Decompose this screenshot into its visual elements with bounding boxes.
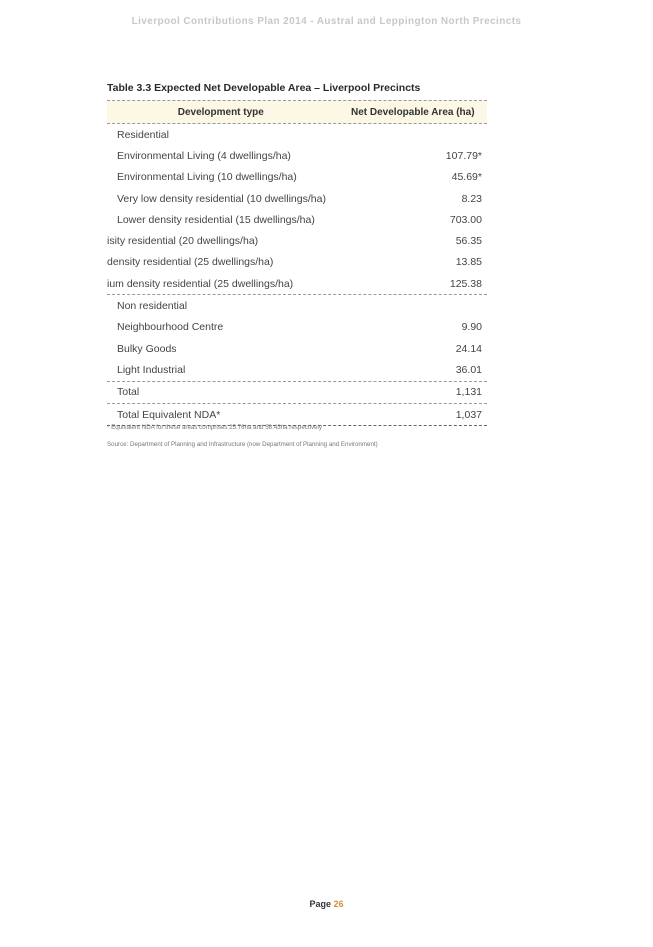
page-label: Page [309, 899, 331, 909]
table-caption: Table 3.3 Expected Net Developable Area – Liverpool Precincts [107, 82, 421, 94]
area-cell: 1,131 [455, 386, 482, 399]
development-type-cell: Lower density residential (15 dwellings/ha) [117, 213, 315, 226]
development-type-cell: Light Industrial [117, 363, 186, 376]
area-cell: 24.14 [455, 342, 482, 355]
table-header-row [107, 100, 487, 124]
area-cell: 13.85 [455, 256, 482, 269]
table-row [107, 359, 487, 381]
area-cell: 8.23 [461, 192, 482, 205]
table-row [107, 188, 487, 209]
table-row [107, 295, 487, 316]
area-cell: 125.38 [449, 277, 482, 290]
table-row [107, 145, 487, 166]
area-cell: 56.35 [455, 235, 482, 248]
table-row [107, 273, 487, 295]
table-row-total [107, 382, 487, 404]
area-cell: 9.90 [461, 321, 482, 334]
development-type-cell: Environmental Living (4 dwellings/ha) [117, 149, 291, 162]
table-row [107, 209, 487, 230]
development-type-cell: Environmental Living (10 dwellings/ha) [117, 171, 297, 184]
column-header-development-type: Development type [177, 106, 264, 118]
nda-table [107, 100, 487, 426]
table-source-note: Source: Department of Planning and Infrastructure (now Department of Planning and Environment) [107, 441, 378, 448]
area-cell: 1,037 [455, 408, 482, 421]
development-type-cell: Total Equivalent NDA* [117, 408, 221, 421]
column-header-net-developable-area: Net Developable Area (ha) [351, 106, 475, 118]
development-type-cell: Total [117, 386, 140, 399]
development-type-cell: Very low density residential (10 dwellings/ha) [117, 192, 326, 205]
development-type-cell: Bulky Goods [117, 342, 177, 355]
table-footnote: * Equivalent NDA for these areas comprises 25.76ha and 58.43ha respectively [107, 424, 322, 431]
development-type-cell: Residential [117, 128, 169, 141]
development-type-cell: ium density residential (25 dwellings/ha) [107, 277, 294, 290]
area-cell: 107.79* [445, 149, 482, 162]
table-row [107, 230, 487, 251]
area-cell: 703.00 [449, 213, 482, 226]
page-footer [0, 899, 653, 909]
development-type-cell: Neighbourhood Centre [117, 321, 224, 334]
page-number: 26 [333, 899, 344, 909]
table-row [107, 338, 487, 359]
development-type-cell: density residential (25 dwellings/ha) [107, 256, 274, 269]
table-row [107, 317, 487, 338]
table-row [107, 252, 487, 273]
table-row-total-equivalent [107, 404, 487, 426]
table-row [107, 124, 487, 145]
running-header: Liverpool Contributions Plan 2014 - Austral and Leppington North Precincts [131, 16, 522, 27]
development-type-cell: isity residential (20 dwellings/ha) [107, 235, 259, 248]
development-type-cell: Non residential [117, 300, 188, 313]
table-row [107, 167, 487, 188]
area-cell: 36.01 [455, 363, 482, 376]
area-cell: 45.69* [451, 171, 482, 184]
